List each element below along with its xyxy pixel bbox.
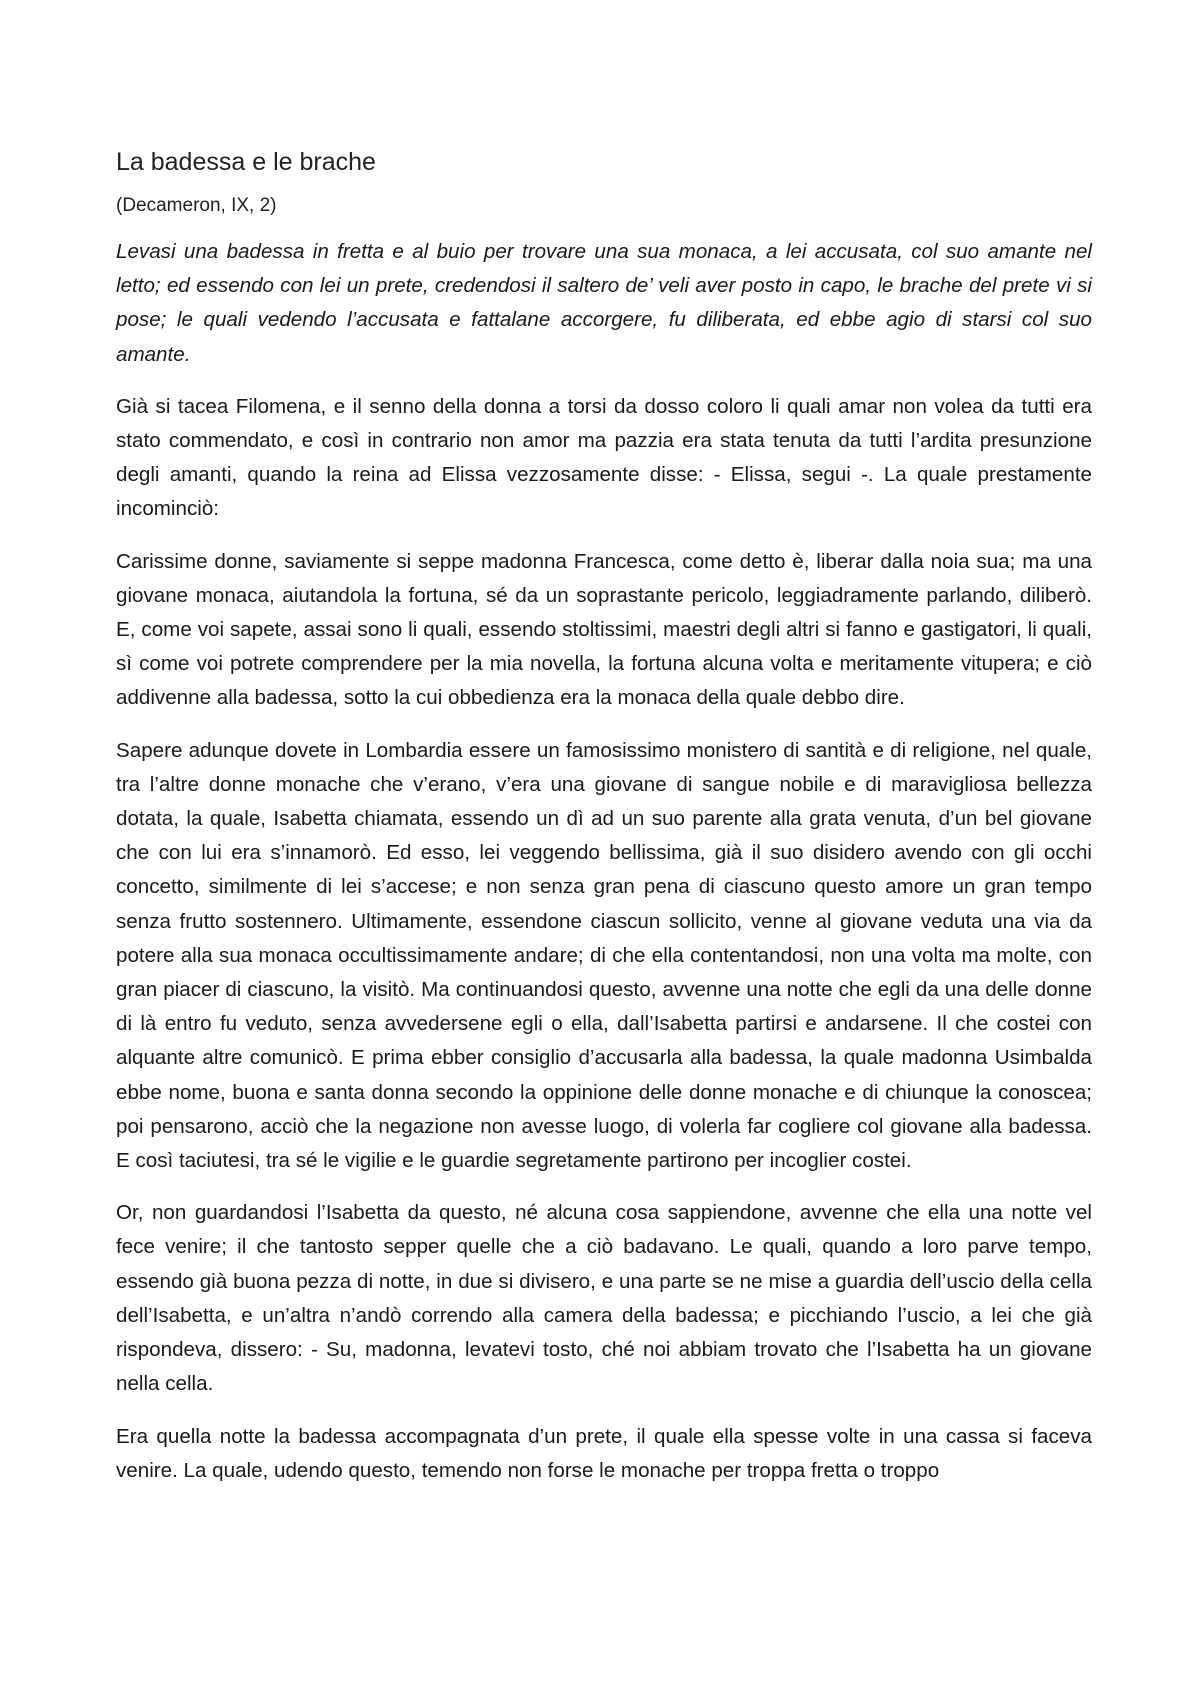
story-summary: Levasi una badessa in fretta e al buio per trovare una sua monaca, a lei accusata, col suo amante nel letto; ed essendo con lei un prete, credendosi il saltero de’ veli aver posto in capo, le brache del prete vi si pose; le quali vedendo l’accusata e fattalane accorgere, fu diliberata, ed ebbe agio di starsi col suo amante. [116, 240, 1092, 366]
document-title: La badessa e le brache [116, 148, 376, 176]
body-paragraph-3: Sapere adunque dovete in Lombardia essere un famosissimo monistero di santità e di religione, nel quale, tra l’altre donne monache che v’erano, v’era una giovane di sangue nobile e di maravigliosa bellezza dotata, la quale, Isabetta chiamata, essendo un dì ad un suo parente alla grata venuta, d’un bel giovane che con lui era s’innamorò. Ed esso, lei veggendo bellissima, già il suo disidero avendo con gli occhi concetto, similmente di lei s’accese; e non senza gran pena di ciascuno questo amore un gran tempo senza frutto sostennero. Ultimamente, essendone ciascun sollicito, venne al giovane veduta una via da potere alla sua monaca occultissimamente andare; di che ella contentandosi, non una volta ma molte, con gran piacer di ciascuno, la visitò. Ma continuandosi questo, avvenne una notte che egli da una delle donne di là entro fu veduto, senza avvedersene egli o ella, dall’Isabetta partirsi e andarsene. Il che costei con alquante altre comunicò. E prima ebber consiglio d’accusarla alla badessa, la quale madonna Usimbalda ebbe nome, buona e santa donna secondo la oppinione delle donne monache e di chiunque la conoscea; poi pensarono, acciò che la negazione non avesse luogo, di volerla far cogliere col giovane alla badessa. E così taciutesi, tra sé le vigilie e le guardie segretamente partirono per incoglier costei. [116, 738, 1092, 1173]
body-paragraph-4: Or, non guardandosi l’Isabetta da questo, né alcuna cosa sappiendone, avvenne che ella una notte vel fece venire; il che tantosto sepper quelle che a ciò badavano. Le quali, quando a loro parve tempo, essendo già buona pezza di notte, in due si divisero, e una parte se ne mise a guardia dell’uscio della cella dell’Isabetta, e un’altra n’andò correndo alla camera della badessa; e picchiando l’uscio, a lei che già rispondeva, dissero: - Su, madonna, levatevi tosto, ché noi abbiam trovato che l’Isabetta ha un giovane nella cella. [116, 1201, 1092, 1396]
body-paragraph-2: Carissime donne, saviamente si seppe madonna Francesca, come detto è, liberar dalla noia sua; ma una giovane monaca, aiutandola la fortuna, sé da un soprastante pericolo, leggiadramente parlando, diliberò. E, come voi sapete, assai sono li quali, essendo stoltissimi, maestri degli altri si fanno e gastigatori, li quali, sì come voi potrete comprendere per la mia novella, la fortuna alcuna volta e meritamente vitupera; e ciò addivenne alla badessa, sotto la cui obbedienza era la monaca della quale debbo dire. [116, 549, 1092, 710]
body-paragraph-1: Già si tacea Filomena, e il senno della donna a torsi da dosso coloro li quali amar non volea da tutti era stato commendato, e così in contrario non amor ma pazzia era stata tenuta da tutti l’ardita presunzione degli amanti, quando la reina ad Elissa vezzosamente disse: - Elissa, segui -. La quale prestamente incominciò: [116, 394, 1092, 521]
body-paragraph-5: Era quella notte la badessa accompagnata d’un prete, il quale ella spesse volte in una cassa si faceva venire. La quale, udendo questo, temendo non forse le monache per troppa fretta o troppo [116, 1424, 1092, 1482]
document-source: (Decameron, IX, 2) [116, 195, 277, 216]
document-page [116, 145, 1092, 1506]
